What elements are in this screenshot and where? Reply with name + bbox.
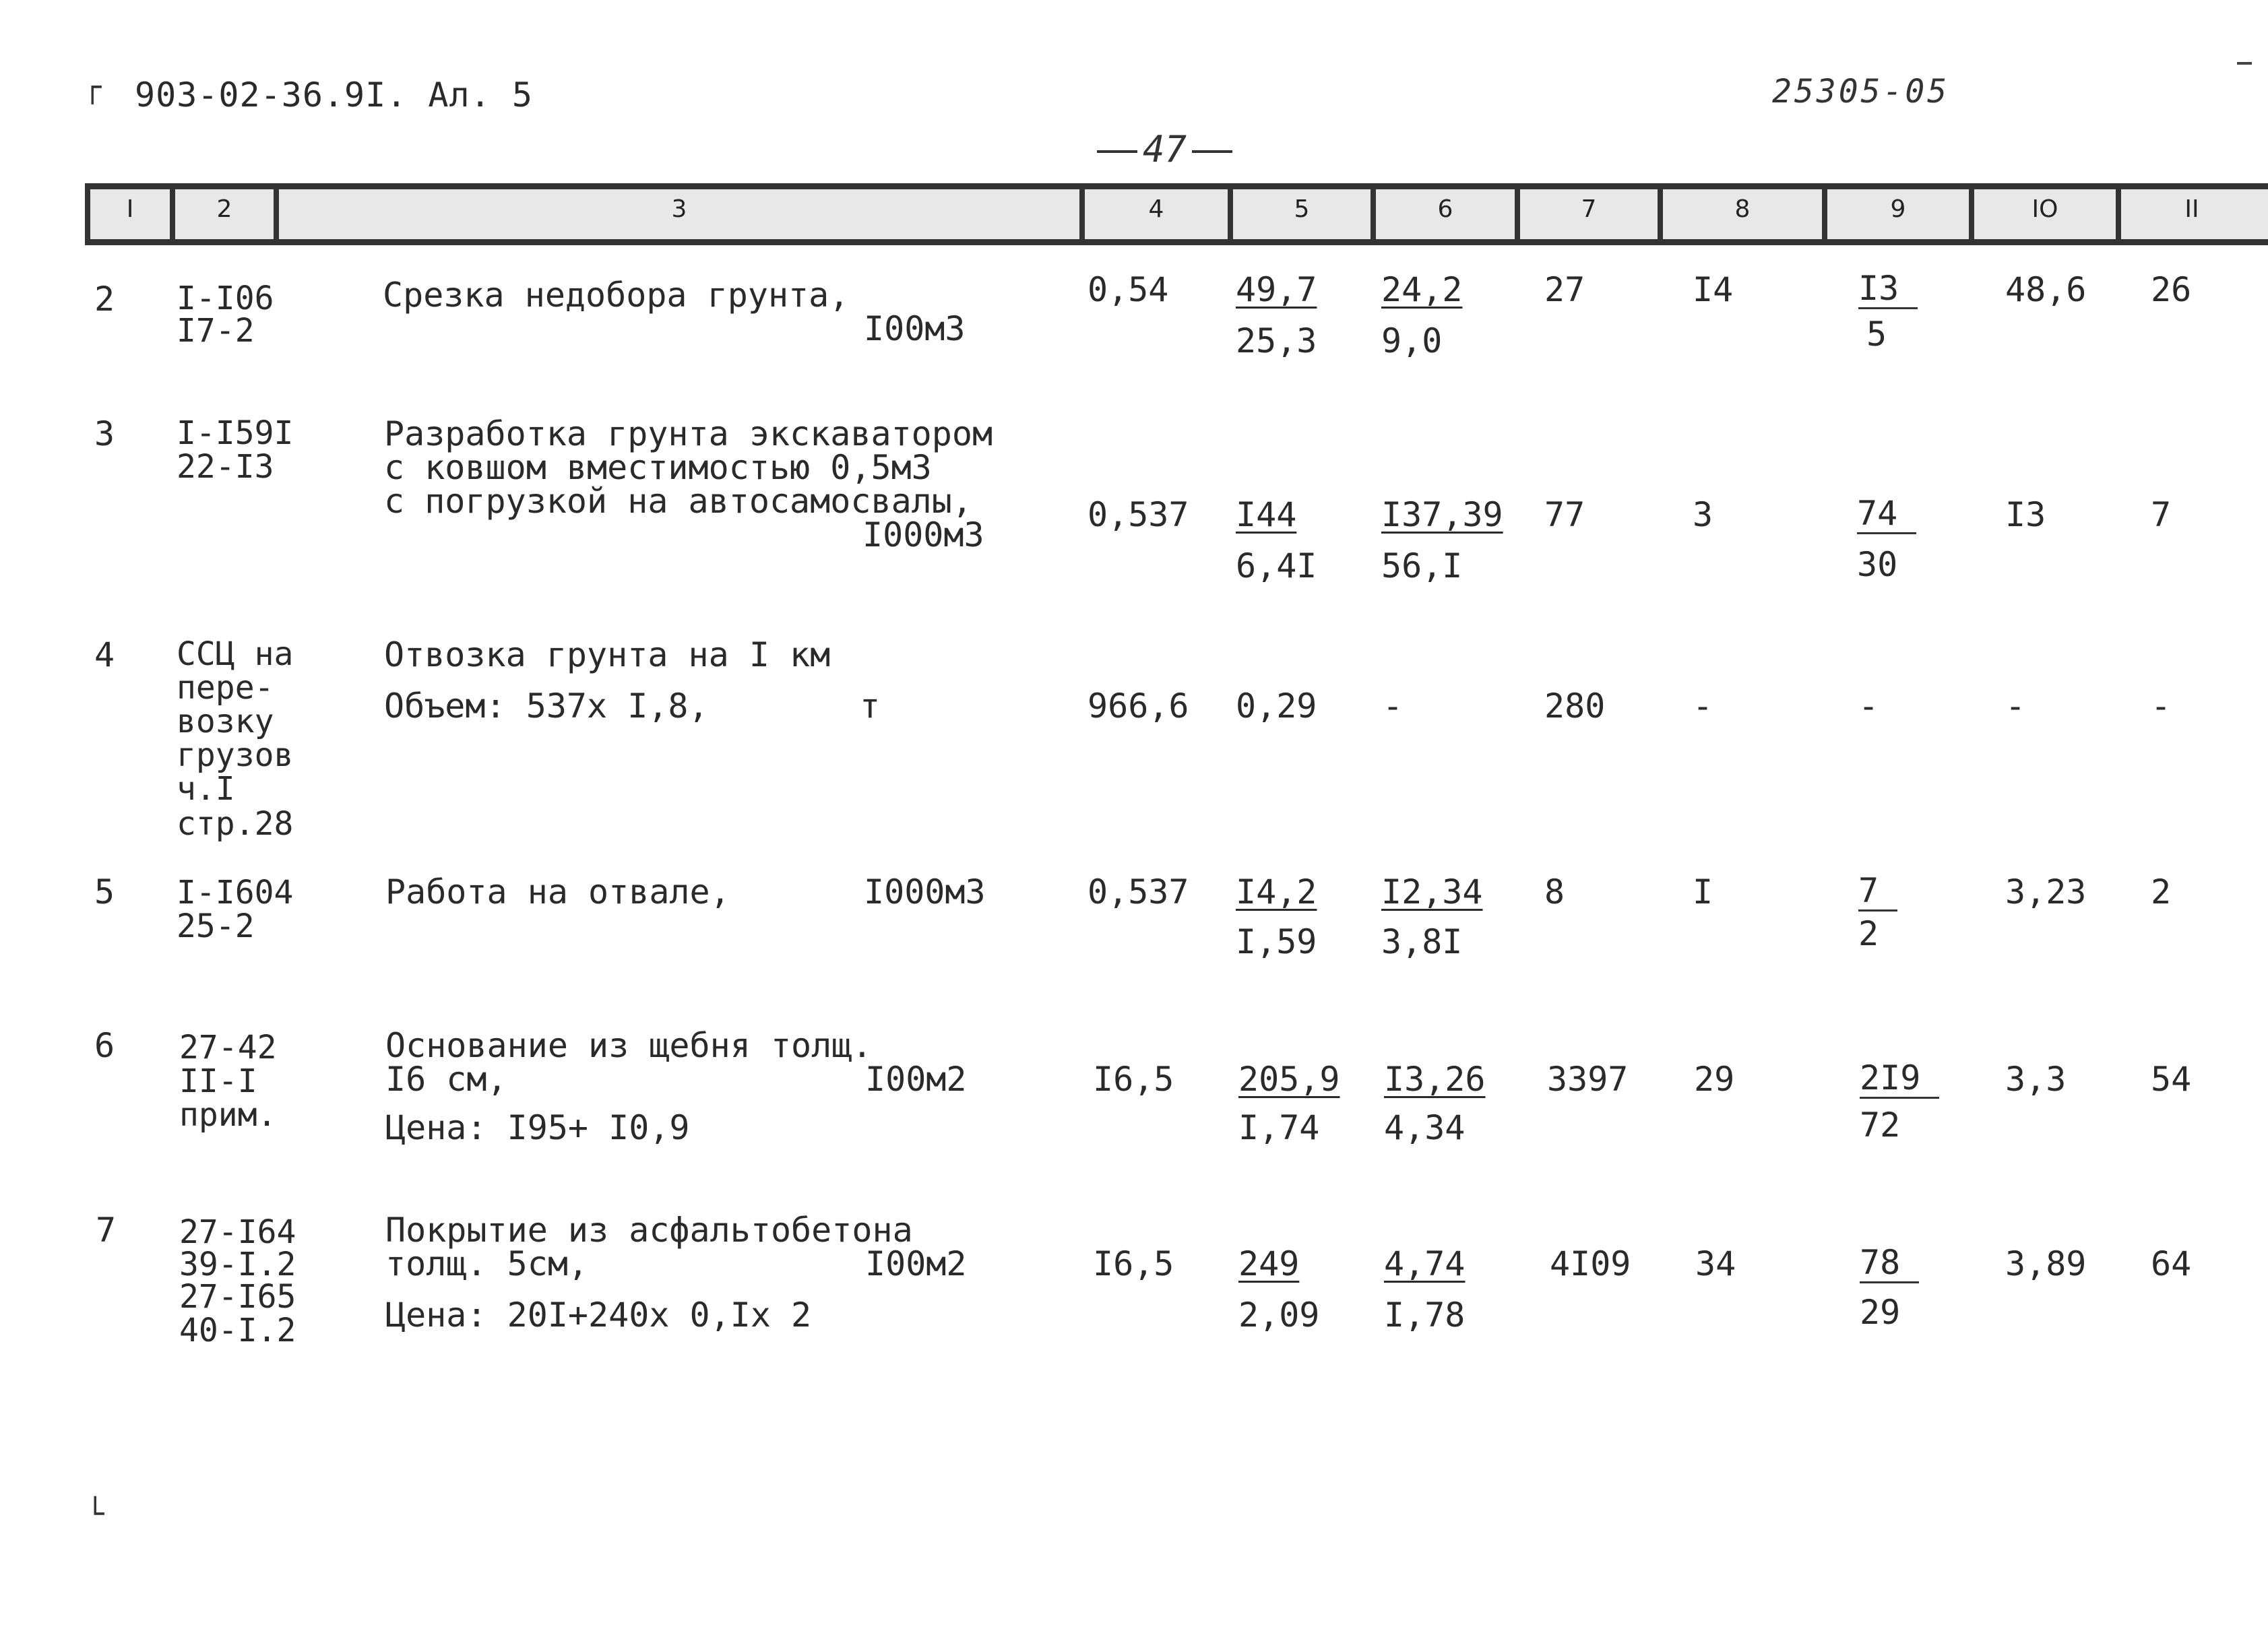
row-code-line: I-I604 (177, 874, 294, 912)
cell-col10: - (2005, 686, 2026, 726)
row-code-line: 22-I3 (177, 448, 274, 486)
corner-mark-top-left: ┌ (84, 70, 102, 104)
header-divider (1228, 183, 1233, 245)
row-code-line: I-I06 (177, 280, 274, 317)
header-divider (1515, 183, 1520, 245)
row-description-extra: Объем: 537х I,8, (384, 686, 709, 726)
cell-col4: I6,5 (1093, 1244, 1174, 1283)
row-code-line: I7-2 (177, 312, 255, 350)
row-description-line: с ковшом вместимостью 0,5м3 (384, 448, 932, 487)
row-description-line: I6 см, (385, 1060, 507, 1099)
cell-col10: 3,89 (2005, 1244, 2087, 1283)
header-divider (1969, 183, 1974, 245)
cell-col9-top-value: 2I9 (1860, 1059, 1939, 1099)
cell-col11: 54 (2151, 1060, 2192, 1099)
row-code-line: 27-I64 (179, 1213, 296, 1251)
row-description-line: с погрузкой на автосамосвалы, (384, 482, 972, 521)
cell-col8: I (1693, 872, 1713, 912)
page-number-dash-left (1097, 150, 1137, 153)
cell-col5-top: 205,9 (1238, 1060, 1340, 1099)
cell-col9-top-value: I3 (1858, 269, 1918, 309)
cell-col5-bottom: I,74 (1238, 1108, 1320, 1147)
cell-col4: 0,54 (1088, 270, 1169, 309)
row-description-line: Разработка грунта экскаватором (384, 414, 993, 453)
cell-col4: 0,537 (1088, 872, 1189, 912)
cell-col10: 3,23 (2005, 872, 2087, 912)
cell-col5-top: 249 (1238, 1244, 1300, 1283)
cell-col9-top-value: 74 (1857, 494, 1916, 534)
row-number: 5 (94, 872, 115, 912)
column-header-10: IO (2031, 195, 2058, 223)
cell-col9-top (1860, 1244, 1919, 1283)
row-description-extra: Цена: 20I+240х 0,Iх 2 (385, 1296, 812, 1335)
cell-col4: I6,5 (1093, 1060, 1174, 1099)
row-unit: I000м3 (862, 515, 984, 554)
cell-col5-top: 49,7 (1236, 270, 1317, 309)
row-code-line: возку (177, 703, 274, 740)
row-code-line: I-I59I (177, 414, 294, 452)
cell-col6-top: 4,74 (1384, 1244, 1466, 1283)
column-header-1: I (126, 195, 134, 223)
row-description-line: Покрытие из асфальтобетона (385, 1211, 913, 1250)
cell-col5-bottom: 25,3 (1236, 321, 1317, 360)
cell-col9-top (1860, 1059, 1939, 1099)
row-number: 3 (94, 414, 115, 453)
row-number: 4 (94, 635, 115, 674)
cell-col6-bottom: 3,8I (1381, 922, 1463, 961)
header-divider (1658, 183, 1663, 245)
cell-col11: 64 (2151, 1244, 2192, 1283)
cell-col11: 26 (2151, 270, 2192, 309)
cell-col9-top (1857, 494, 1916, 534)
cell-col7: 280 (1544, 686, 1606, 726)
document-code: 903-02-36.9I. Ал. 5 (135, 75, 533, 115)
cell-col8: 29 (1694, 1060, 1735, 1099)
cell-col8: 3 (1693, 495, 1713, 534)
cell-col9-top-value: 7 (1858, 872, 1897, 912)
row-description-line: Работа на отвале, (385, 872, 730, 912)
row-description-line: Срезка недобора грунта, (383, 276, 850, 315)
column-header-9: 9 (1890, 195, 1906, 223)
column-header-8: 8 (1734, 195, 1751, 223)
row-code-line: прим. (179, 1096, 277, 1134)
cell-col5: 0,29 (1236, 686, 1317, 726)
row-code-line: II-I (179, 1062, 257, 1100)
header-divider (1371, 183, 1376, 245)
cell-col6-top: I3,26 (1384, 1060, 1486, 1099)
cell-col9-bottom: 5 (1866, 315, 1887, 354)
cell-col6-top: I37,39 (1381, 495, 1503, 534)
row-code-line: 27-I65 (179, 1278, 296, 1316)
row-code-line: 39-I.2 (179, 1246, 296, 1283)
cell-col9-bottom: 29 (1860, 1293, 1901, 1332)
row-description-line: толщ. 5см, (385, 1244, 589, 1283)
row-code-line: ч.I (177, 770, 235, 808)
cell-col11: - (2151, 686, 2172, 726)
row-number: 7 (96, 1211, 117, 1250)
cell-col6-top: I2,34 (1381, 872, 1483, 912)
cell-col9-top (1858, 269, 1918, 309)
cell-col7: 77 (1544, 495, 1585, 534)
row-code-line: 27-42 (179, 1029, 277, 1066)
page-number-dash-right (1192, 150, 1232, 153)
header-divider (85, 183, 90, 245)
row-number: 2 (94, 280, 115, 319)
cell-col8: - (1693, 686, 1713, 726)
cell-col5-top: I44 (1236, 495, 1297, 534)
cell-col10: 3,3 (2005, 1060, 2067, 1099)
cell-col9-top (1858, 872, 1897, 912)
corner-mark-bottom-left: └ (86, 1497, 104, 1531)
cell-col10: I3 (2005, 495, 2046, 534)
row-code-line: 25-2 (177, 907, 255, 945)
cell-col5-top: I4,2 (1236, 872, 1317, 912)
row-code-line: грузов (177, 736, 294, 774)
page-number-value: 47 (1143, 128, 1187, 170)
cell-col4: 966,6 (1088, 686, 1189, 726)
cell-col6-bottom: 9,0 (1381, 321, 1443, 360)
cell-col8: I4 (1693, 270, 1734, 309)
cell-col6: - (1383, 686, 1404, 726)
header-divider (274, 183, 279, 245)
cell-col11: 7 (2151, 495, 2172, 534)
cell-col7: 8 (1544, 872, 1565, 912)
row-description-line: Основание из щебня толщ. (385, 1026, 873, 1065)
column-header-5: 5 (1294, 195, 1310, 223)
row-description-extra: Цена: I95+ I0,9 (385, 1108, 690, 1147)
cell-col9-bottom: 30 (1857, 545, 1898, 584)
cell-col8: 34 (1695, 1244, 1736, 1283)
cell-col7: 27 (1544, 270, 1585, 309)
cell-col5-bottom: 6,4I (1236, 546, 1317, 585)
column-header-11: II (2184, 195, 2199, 223)
row-code-line: 40-I.2 (179, 1312, 296, 1349)
cell-col7: 3397 (1547, 1060, 1629, 1099)
header-divider (170, 183, 175, 245)
column-header-7: 7 (1581, 195, 1597, 223)
column-header-2: 2 (216, 195, 232, 223)
cell-col5-bottom: 2,09 (1238, 1296, 1320, 1335)
row-unit: I00м2 (865, 1244, 967, 1283)
column-header-6: 6 (1437, 195, 1453, 223)
header-divider (1079, 183, 1085, 245)
cell-col6-top: 24,2 (1381, 270, 1463, 309)
row-number: 6 (94, 1026, 115, 1065)
cell-col7: 4I09 (1550, 1244, 1631, 1283)
cell-col5-bottom: I,59 (1236, 922, 1317, 961)
row-code-line: стр.28 (177, 805, 294, 843)
row-unit: I00м2 (865, 1060, 967, 1099)
row-unit: т (860, 686, 881, 726)
row-code-line: ССЦ на (177, 635, 294, 673)
column-header-3: 3 (671, 195, 687, 223)
cell-col11: 2 (2151, 872, 2172, 912)
header-divider (1822, 183, 1827, 245)
row-code-line: пере- (177, 669, 274, 707)
handwritten-number: 25305-05 (1772, 73, 1950, 110)
row-unit: I00м3 (864, 309, 966, 348)
cell-col6-bottom: 56,I (1381, 546, 1463, 585)
cell-col9-top-value: 78 (1860, 1244, 1919, 1283)
cell-col10: 48,6 (2005, 270, 2087, 309)
column-header-4: 4 (1148, 195, 1164, 223)
cell-col6-bottom: 4,34 (1384, 1108, 1466, 1147)
header-divider (2116, 183, 2121, 245)
corner-mark-top-right (2237, 62, 2252, 65)
cell-col9: - (1858, 686, 1879, 726)
page-number (1092, 128, 1238, 170)
cell-col6-bottom: I,78 (1384, 1296, 1466, 1335)
cell-col4: 0,537 (1088, 495, 1189, 534)
row-unit: I000м3 (864, 872, 986, 912)
cell-col9-bottom: 2 (1858, 914, 1879, 953)
cell-col9-bottom: 72 (1860, 1106, 1901, 1145)
row-description-line: Отвозка грунта на I км (384, 635, 831, 674)
